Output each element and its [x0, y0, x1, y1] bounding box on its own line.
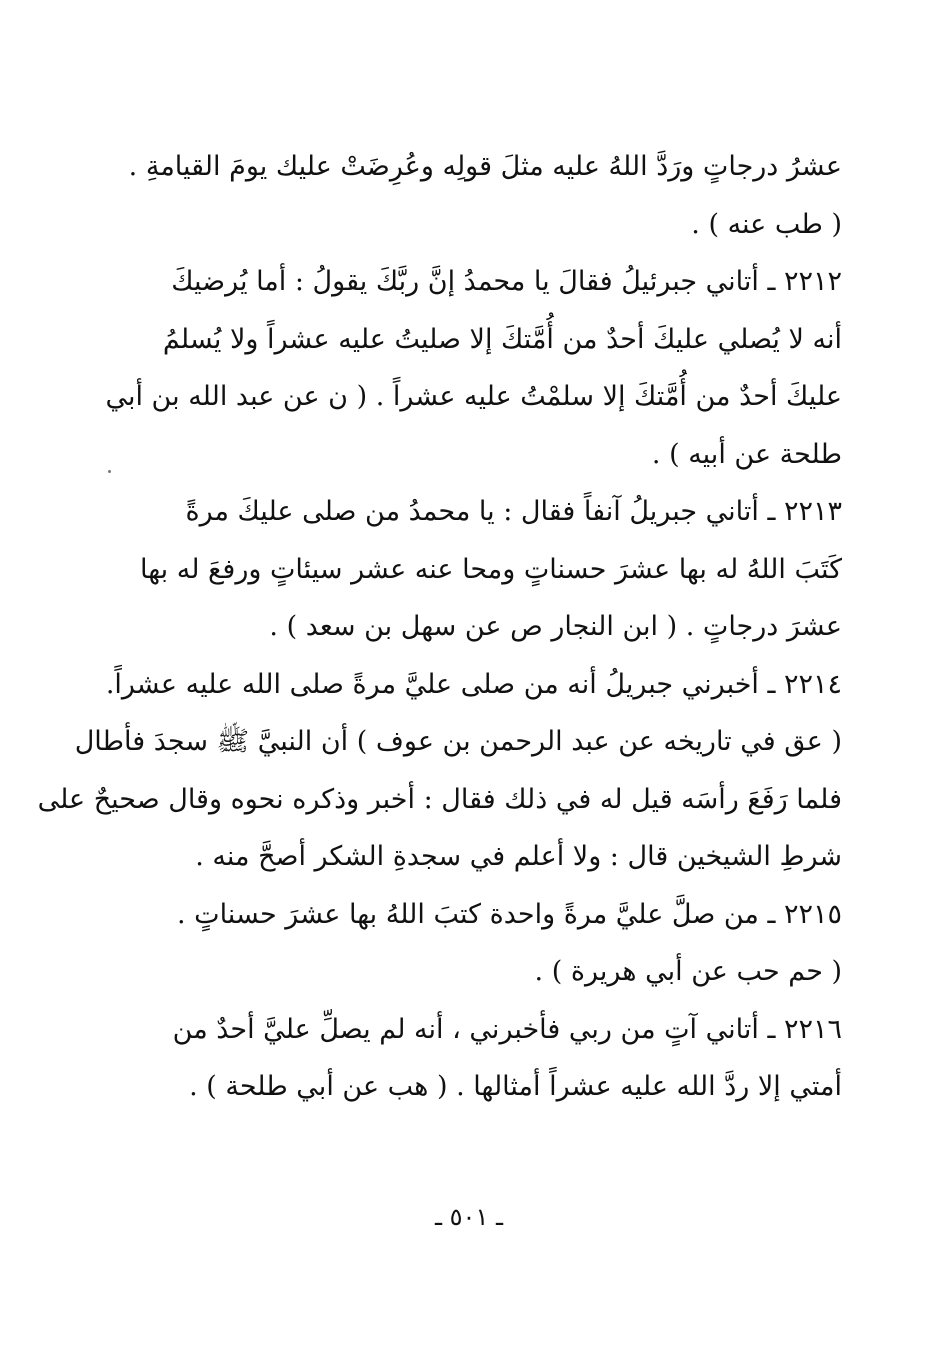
text-line: أمتي إلا ردَّ الله عليه عشراً أمثالها . ( هب عن أبي طلحة ) . [189, 1071, 842, 1102]
text-line: ( عق في تاريخه عن عبد الرحمن بن عوف ) أن النبيَّ ﷺ سجدَ فأطال [74, 726, 842, 757]
hadith-2215-line: ٢٢١٥ ـ من صلَّ عليَّ مرةً واحدة كتبَ اللهُ بها عشرَ حسناتٍ . [176, 898, 842, 930]
text-line: عشرَ درجاتٍ . ( ابن النجار ص عن سهل بن سعد ) . [269, 611, 842, 642]
page-number: ـ ٥٠١ ـ [434, 1203, 503, 1231]
text-line: كَتَبَ اللهُ له بها عشرَ حسناتٍ ومحا عنه عشر سيئاتٍ ورفعَ له بها [140, 553, 842, 585]
text-line: عليكَ أحدٌ من أُمَّتكَ إلا سلمْتُ عليه عشراً . ( ن عن عبد الله بن أبي [105, 381, 842, 412]
hadith-2214-line: ٢٢١٤ ـ أخبرني جبريلُ أنه من صلى عليَّ مرةً صلى الله عليه عشراً. [105, 668, 842, 700]
text-line: فلما رَفَعَ رأسَه قيل له في ذلك فقال : أخبر وذكره نحوه وقال صحيحٌ على [37, 783, 842, 815]
text-line: طلحة عن أبيه ) . [651, 438, 842, 470]
hadith-2212-line: ٢٢١٢ ـ أتاني جبرئيلُ فقالَ يا محمدُ إنَّ ربَّكَ يقولُ : أما يُرضيكَ [171, 266, 842, 297]
text-line: عشرُ درجاتٍ ورَدَّ اللهُ عليه مثلَ قولِه وعُرِضَتْ عليك يومَ القيامةِ . [128, 151, 842, 182]
text-line: ( طب عنه ) . [691, 208, 842, 240]
text-line: ( حم حب عن أبي هريرة ) . [534, 956, 842, 987]
text-line: شرطِ الشيخين قال : ولا أعلم في سجدةِ الشكر أصحَّ منه . [195, 841, 842, 872]
hadith-2216-line: ٢٢١٦ ـ أتاني آتٍ من ربي فأخبرني ، أنه لم يصلِّ عليَّ أحدٌ من [172, 1013, 842, 1045]
hadith-2213-line: ٢٢١٣ ـ أتاني جبريلُ آنفاً فقال : يا محمدُ من صلى عليكَ مرةً [185, 496, 842, 527]
text-line: أنه لا يُصلي عليكَ أحدٌ من أُمَّتكَ إلا صليتُ عليه عشراً ولا يُسلمُ [162, 323, 842, 355]
scan-speck [108, 470, 111, 473]
hadith-text-block [37, 138, 842, 1116]
